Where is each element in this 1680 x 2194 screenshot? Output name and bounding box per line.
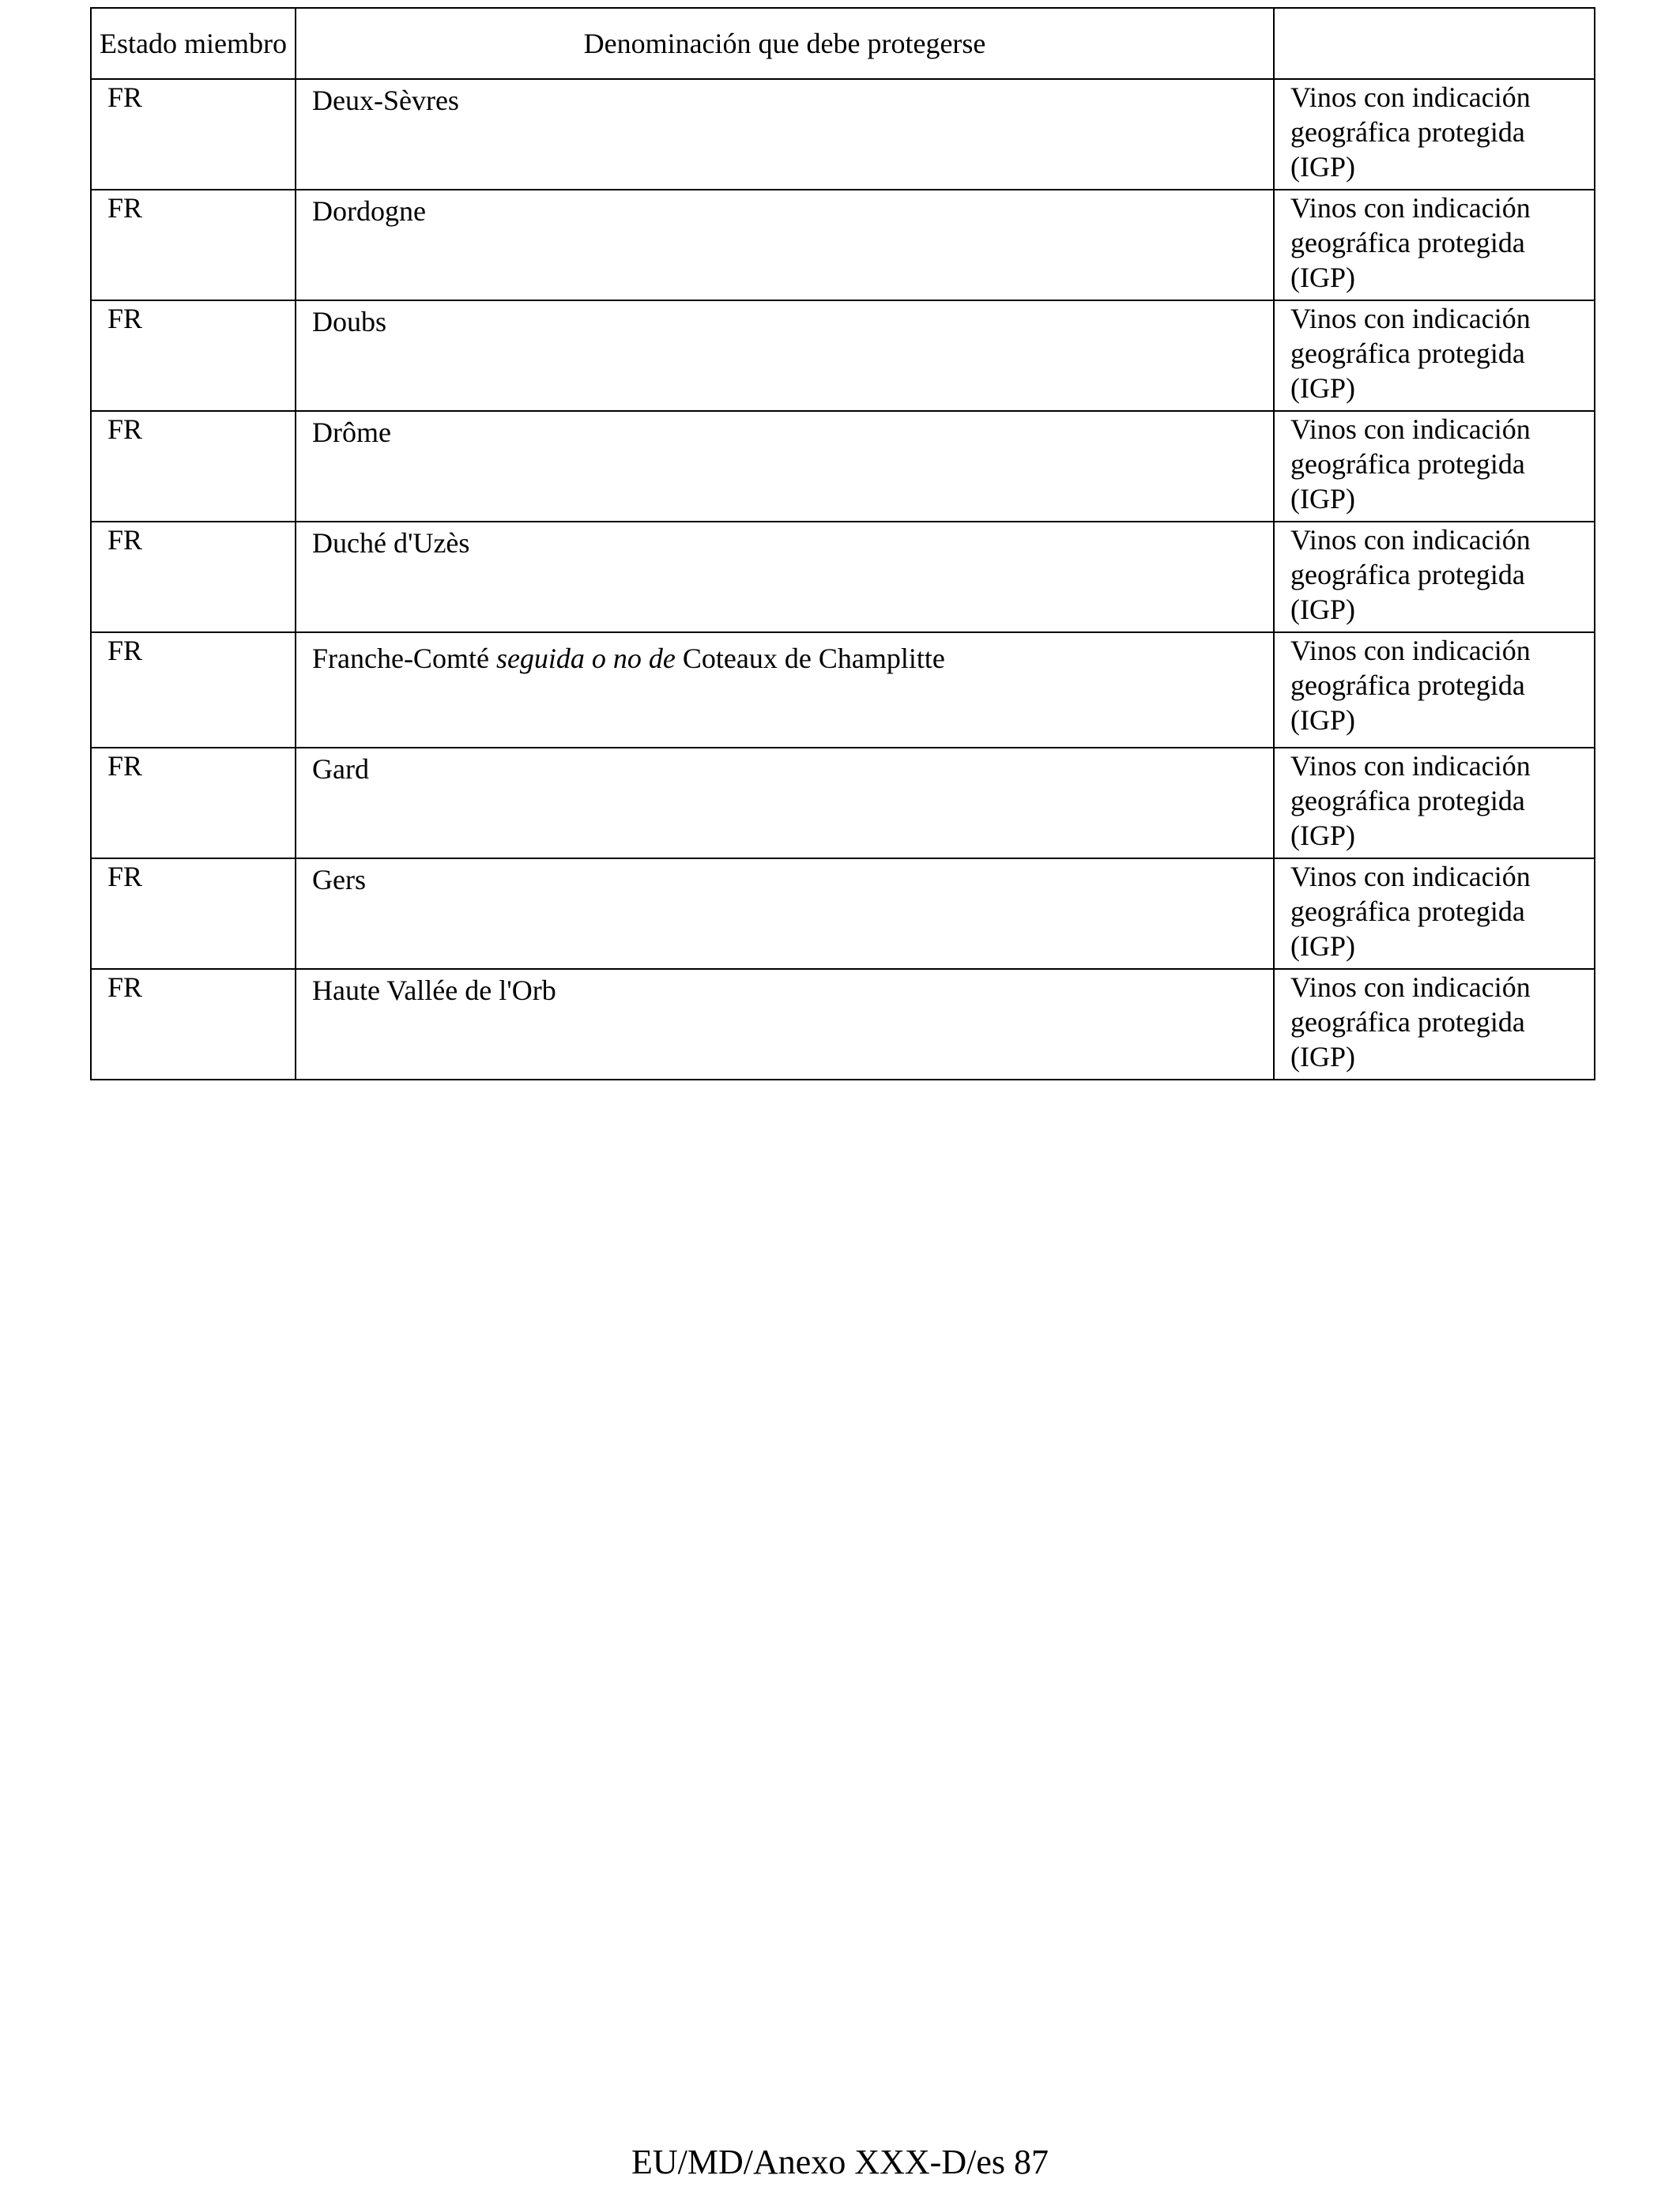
protected-name-cell: Dordogne xyxy=(296,190,1274,300)
member-state-cell: FR xyxy=(91,748,296,858)
table-row xyxy=(91,748,1595,858)
table-row xyxy=(91,79,1595,190)
member-state-cell: FR xyxy=(91,411,296,522)
table-row xyxy=(91,411,1595,522)
member-state-cell: FR xyxy=(91,522,296,632)
header-type xyxy=(1274,8,1595,79)
product-type-cell: Vinos con indicación geográfica protegida (IGP) xyxy=(1274,632,1595,748)
name-part: Franche-Comté xyxy=(312,643,496,674)
protected-name-cell: Gers xyxy=(296,858,1274,969)
protected-name-cell xyxy=(296,632,1274,748)
table-row xyxy=(91,300,1595,411)
product-type-cell: Vinos con indicación geográfica protegida (IGP) xyxy=(1274,522,1595,632)
protected-name-cell: Drôme xyxy=(296,411,1274,522)
table-header-row xyxy=(91,8,1595,79)
member-state-cell: FR xyxy=(91,190,296,300)
protected-name-cell: Gard xyxy=(296,748,1274,858)
table-row xyxy=(91,522,1595,632)
product-type-cell: Vinos con indicación geográfica protegida (IGP) xyxy=(1274,858,1595,969)
name-part: Coteaux de Champlitte xyxy=(675,643,945,674)
member-state-cell: FR xyxy=(91,300,296,411)
table-row xyxy=(91,632,1595,748)
product-type-cell: Vinos con indicación geográfica protegida (IGP) xyxy=(1274,190,1595,300)
protected-name-cell: Duché d'Uzès xyxy=(296,522,1274,632)
page-footer: EU/MD/Anexo XXX-D/es 87 xyxy=(631,2143,1049,2181)
protected-name-cell: Haute Vallée de l'Orb xyxy=(296,969,1274,1080)
wine-gi-table xyxy=(90,7,1595,1080)
name-part-qualifier: seguida o no de xyxy=(495,643,676,674)
product-type-cell: Vinos con indicación geográfica protegida (IGP) xyxy=(1274,411,1595,522)
header-member-state: Estado miembro xyxy=(91,8,296,79)
protected-name-cell: Doubs xyxy=(296,300,1274,411)
member-state-cell: FR xyxy=(91,632,296,748)
table-row xyxy=(91,858,1595,969)
product-type-cell: Vinos con indicación geográfica protegida (IGP) xyxy=(1274,300,1595,411)
product-type-cell: Vinos con indicación geográfica protegida (IGP) xyxy=(1274,969,1595,1080)
protected-name-cell: Deux-Sèvres xyxy=(296,79,1274,190)
member-state-cell: FR xyxy=(91,858,296,969)
member-state-cell: FR xyxy=(91,969,296,1080)
table-row xyxy=(91,969,1595,1080)
table-row xyxy=(91,190,1595,300)
header-protected-name: Denominación que debe protegerse xyxy=(296,8,1274,79)
product-type-cell: Vinos con indicación geográfica protegida (IGP) xyxy=(1274,748,1595,858)
product-type-cell: Vinos con indicación geográfica protegida (IGP) xyxy=(1274,79,1595,190)
member-state-cell: FR xyxy=(91,79,296,190)
